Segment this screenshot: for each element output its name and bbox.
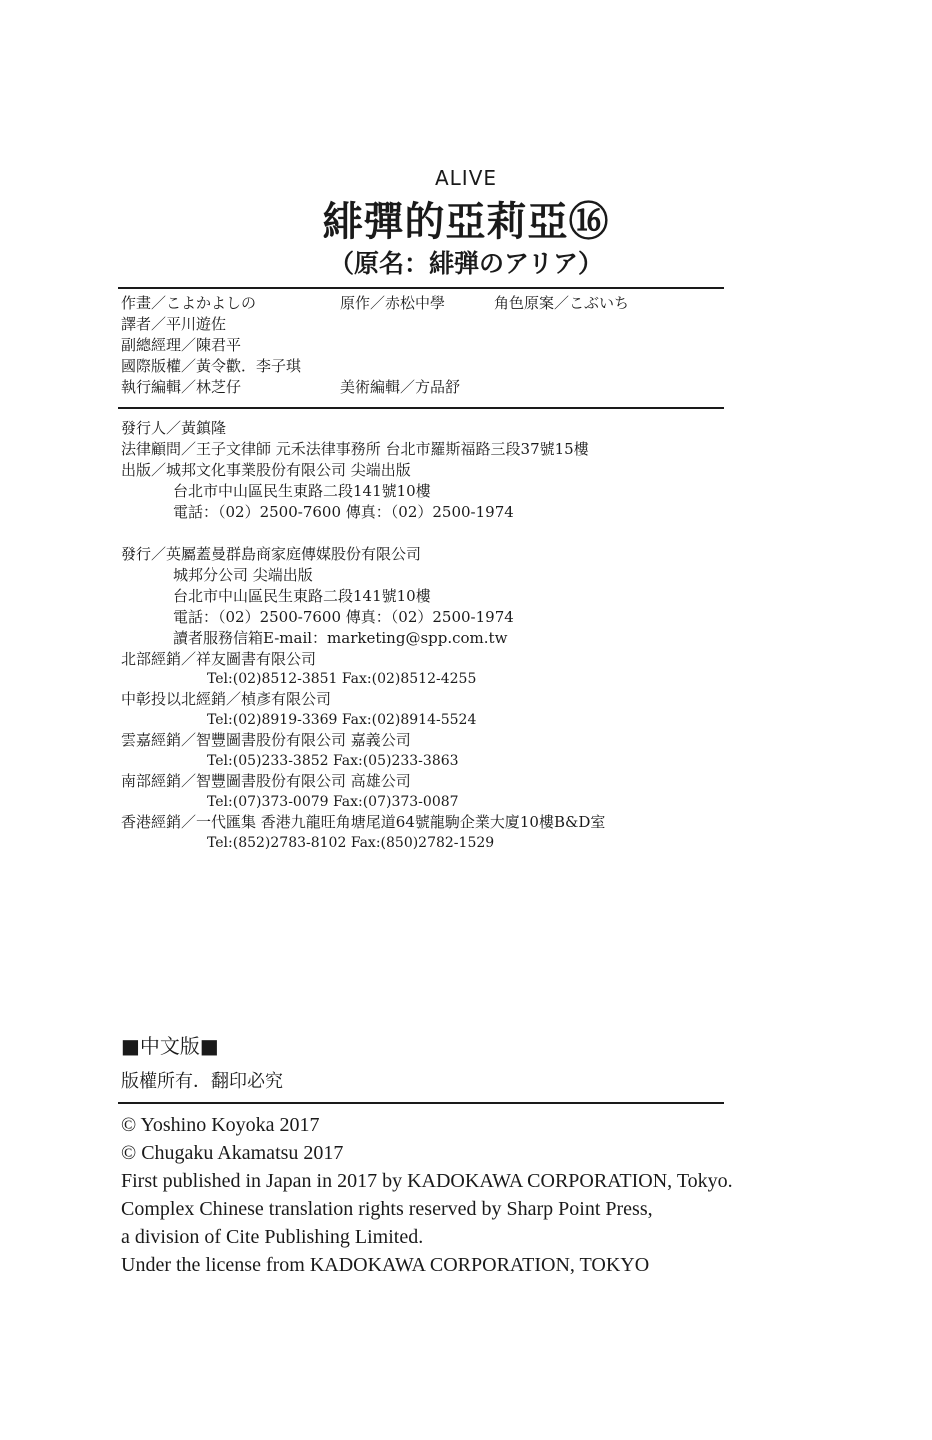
south-distributor-contact: Tel:(07)373-0079 Fax:(07)373-0087 bbox=[207, 794, 459, 810]
publishing-phone: 電話：（02）2500-7600 傳真：（02）2500-1974 bbox=[173, 503, 514, 521]
central-distributor: 中彰投以北經銷／楨彥有限公司 bbox=[121, 690, 332, 708]
series-name: ALIVE bbox=[434, 166, 498, 190]
legal-counsel: 法律顧問／王子文律師 元禾法律事務所 台北市羅斯福路三段37號15樓 bbox=[121, 440, 589, 458]
edition-label: ■中文版■ bbox=[121, 1034, 219, 1058]
publisher-name: 發行人／黃鎮隆 bbox=[121, 419, 227, 437]
distribution-company: 發行／英屬蓋曼群島商家庭傳媒股份有限公司 bbox=[121, 545, 422, 563]
copyright-author: © Yoshino Koyoka 2017 bbox=[121, 1114, 320, 1136]
hk-distributor: 香港經銷／一代匯集 香港九龍旺角塘尾道64號龍駒企業大廈10樓B&D室 bbox=[121, 813, 606, 831]
south-distributor: 南部經銷／智豐圖書股份有限公司 高雄公司 bbox=[121, 772, 411, 790]
north-distributor-contact: Tel:(02)8512-3851 Fax:(02)8512-4255 bbox=[207, 671, 477, 687]
credit-author: 作畫／こよかよしの bbox=[121, 294, 257, 312]
reader-service-email: 讀者服務信箱E-mail：marketing@spp.com.tw bbox=[173, 629, 508, 647]
yunjia-distributor: 雲嘉經銷／智豐圖書股份有限公司 嘉義公司 bbox=[121, 731, 411, 749]
publishing-address: 台北市中山區民生東路二段141號10樓 bbox=[173, 482, 431, 500]
credit-original: 原作／赤松中學 bbox=[340, 294, 446, 312]
book-title: 緋彈的亞莉亞⑯ bbox=[322, 199, 610, 245]
publishing-company: 出版／城邦文化事業股份有限公司 尖端出版 bbox=[121, 461, 411, 479]
central-distributor-contact: Tel:(02)8919-3369 Fax:(02)8914-5524 bbox=[207, 712, 477, 728]
distribution-branch: 城邦分公司 尖端出版 bbox=[173, 566, 313, 584]
license-note: Under the license from KADOKAWA CORPORATION, TOKYO bbox=[121, 1254, 650, 1276]
divider-middle bbox=[118, 407, 724, 409]
credit-vice-gm: 副總經理／陳君平 bbox=[121, 336, 242, 354]
credit-character: 角色原案／こぶいち bbox=[494, 294, 630, 312]
divider-top bbox=[118, 287, 724, 289]
credit-exec-editor: 執行編輯／林芝仔 bbox=[121, 378, 242, 396]
first-published: First published in Japan in 2017 by KADOKAWA CORPORATION, Tokyo. bbox=[121, 1170, 733, 1192]
original-title: （原名：緋弾のアリア） bbox=[328, 249, 603, 278]
credit-intl-rights: 國際版權／黃令歡．李子琪 bbox=[121, 357, 302, 375]
rights-notice: 版權所有．翻印必究 bbox=[121, 1071, 283, 1092]
credit-art-editor: 美術編輯／方品舒 bbox=[340, 378, 461, 396]
distribution-phone: 電話：（02）2500-7600 傳真：（02）2500-1974 bbox=[173, 608, 514, 626]
copyright-original: © Chugaku Akamatsu 2017 bbox=[121, 1142, 344, 1164]
credit-translator: 譯者／平川遊佐 bbox=[121, 315, 227, 333]
hk-distributor-contact: Tel:(852)2783-8102 Fax:(850)2782-1529 bbox=[207, 835, 495, 851]
north-distributor: 北部經銷／祥友圖書有限公司 bbox=[121, 650, 317, 668]
division-note: a division of Cite Publishing Limited. bbox=[121, 1226, 424, 1248]
distribution-address: 台北市中山區民生東路二段141號10樓 bbox=[173, 587, 431, 605]
translation-rights: Complex Chinese translation rights reserved by Sharp Point Press, bbox=[121, 1198, 653, 1220]
yunjia-distributor-contact: Tel:(05)233-3852 Fax:(05)233-3863 bbox=[207, 753, 459, 769]
divider-bottom bbox=[118, 1102, 724, 1104]
